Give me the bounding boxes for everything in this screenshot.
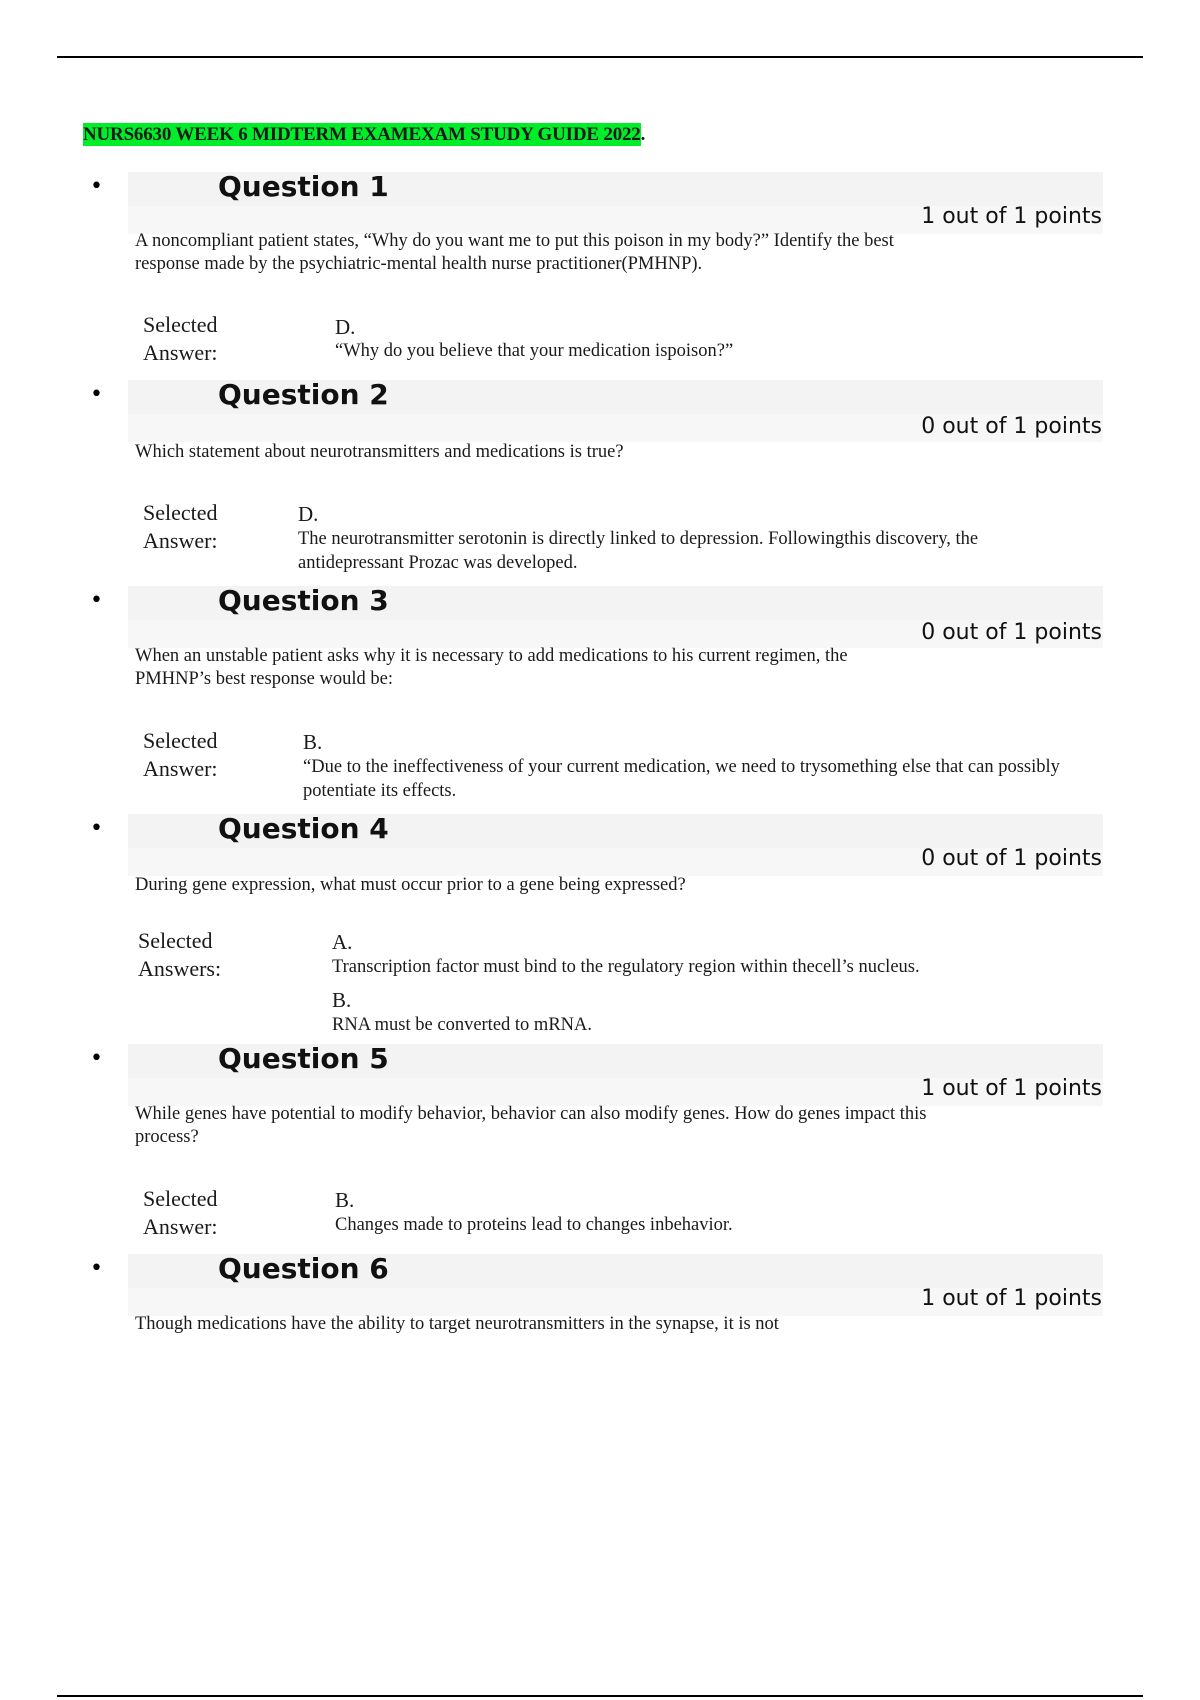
bullet-icon: •	[90, 588, 103, 613]
title-highlight: NURS6630 WEEK 6 MIDTERM EXAMEXAM STUDY GUIDE 2022	[83, 124, 641, 145]
answer-text: Changes made to proteins lead to changes inbehavior.	[335, 1215, 733, 1235]
bullet-icon: •	[90, 174, 103, 199]
question-text: Which statement about neurotransmitters and medications is true?	[135, 442, 624, 462]
bullet-icon: •	[90, 1046, 103, 1071]
bullet-icon: •	[90, 382, 103, 407]
question-points: 0 out of 1 points	[921, 846, 1102, 871]
question-title: Question 4	[218, 812, 389, 845]
answer-text: The neurotransmitter serotonin is directly linked to depression. Followingthis discovery, the antidepressant Prozac was developed.	[298, 529, 979, 573]
question-points: 1 out of 1 points	[921, 1286, 1102, 1311]
answer-letter: B.	[332, 988, 352, 1012]
selected-answer-label: Selected Answer:	[143, 312, 218, 365]
bullet-icon: •	[90, 816, 103, 841]
selected-answers-label: Selected Answers:	[138, 928, 222, 981]
question-text: Though medications have the ability to target neurotransmitters in the synapse, it is not	[135, 1314, 779, 1334]
answer-letter: D.	[335, 315, 356, 339]
question-title: Question 6	[218, 1252, 389, 1285]
question-text: While genes have potential to modify behavior, behavior can also modify genes. How do genes impact this process?	[135, 1104, 927, 1147]
question-text: When an unstable patient asks why it is necessary to add medications to his current regimen, the PMHNP’s best response would be:	[135, 646, 848, 689]
document-title	[83, 124, 645, 146]
title-suffix: .	[640, 124, 646, 145]
answer-letter: A.	[332, 930, 353, 954]
answer-text: RNA must be converted to mRNA.	[332, 1015, 593, 1035]
question-points: 0 out of 1 points	[921, 414, 1102, 439]
selected-answer-label: Selected Answer:	[143, 500, 218, 553]
answer-text: “Why do you believe that your medication ispoison?”	[335, 341, 734, 361]
question-title: Question 3	[218, 584, 389, 617]
question-points: 0 out of 1 points	[921, 620, 1102, 645]
question-points: 1 out of 1 points	[921, 204, 1102, 229]
top-rule	[57, 56, 1143, 58]
answer-letter: D.	[298, 502, 319, 526]
answer-letter: B.	[335, 1188, 355, 1212]
answer-text: “Due to the ineffectiveness of your current medication, we need to trysomething else that can possibly potentiate its effects.	[303, 757, 1060, 801]
answer-text: Transcription factor must bind to the regulatory region within thecell’s nucleus.	[332, 957, 920, 977]
selected-answer-label: Selected Answer:	[143, 728, 218, 781]
question-text: During gene expression, what must occur prior to a gene being expressed?	[135, 875, 686, 895]
question-title: Question 1	[218, 170, 389, 203]
question-title: Question 2	[218, 378, 389, 411]
answer-letter: B.	[303, 730, 323, 754]
selected-answer-label: Selected Answer:	[143, 1186, 218, 1239]
question-title: Question 5	[218, 1042, 389, 1075]
bullet-icon: •	[90, 1256, 103, 1281]
question-points: 1 out of 1 points	[921, 1076, 1102, 1101]
bottom-rule	[57, 1695, 1143, 1697]
question-text: A noncompliant patient states, “Why do you want me to put this poison in my body?” Identify the best response made by the psychiatric-mental health nurse practitioner(PMHNP).	[135, 231, 894, 274]
